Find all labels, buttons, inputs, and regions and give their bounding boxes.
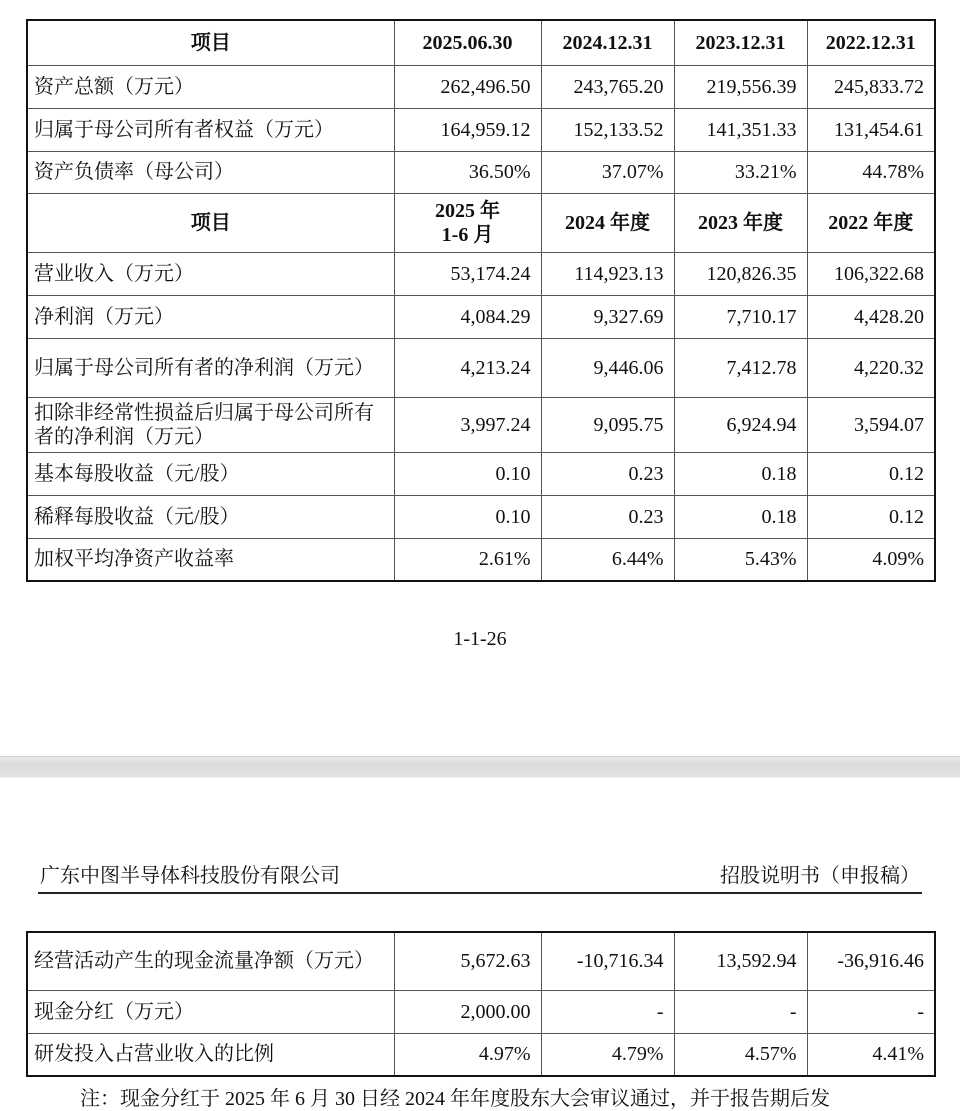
table-row — [27, 1033, 935, 1076]
cell-value: 37.07% — [541, 151, 674, 193]
cell-value: 0.12 — [807, 452, 935, 495]
column-header: 项目 — [27, 193, 394, 252]
cell-value: - — [674, 990, 807, 1033]
cell-value: 36.50% — [394, 151, 541, 193]
row-label: 营业收入（万元） — [27, 252, 394, 295]
table-row — [27, 397, 935, 452]
cell-value: 4,084.29 — [394, 295, 541, 338]
financial-table-balance — [26, 19, 936, 582]
document-page-2 — [0, 778, 960, 1110]
table-row — [27, 495, 935, 538]
cell-value: 9,327.69 — [541, 295, 674, 338]
table-row — [27, 990, 935, 1033]
cell-value: 7,710.17 — [674, 295, 807, 338]
cell-value: 53,174.24 — [394, 252, 541, 295]
cell-value: 7,412.78 — [674, 338, 807, 397]
column-header: 项目 — [27, 20, 394, 65]
cell-value: 4,220.32 — [807, 338, 935, 397]
cell-value: 44.78% — [807, 151, 935, 193]
financial-table-continued — [26, 931, 936, 1077]
cell-value: - — [541, 990, 674, 1033]
cell-value: 4.97% — [394, 1033, 541, 1076]
column-header-period — [394, 193, 541, 252]
column-header: 2024 年度 — [541, 193, 674, 252]
table-row — [27, 338, 935, 397]
cell-value: 9,446.06 — [541, 338, 674, 397]
table-footnote: 注：现金分红于 2025 年 6 月 30 日经 2024 年年度股东大会审议通过，并于报告期后发 — [80, 1088, 830, 1110]
cell-value: 219,556.39 — [674, 65, 807, 108]
table-row — [27, 108, 935, 151]
table-row — [27, 452, 935, 495]
table-row — [27, 295, 935, 338]
column-header: 2022.12.31 — [807, 20, 935, 65]
cell-value: 0.12 — [807, 495, 935, 538]
cell-value: 4.57% — [674, 1033, 807, 1076]
cell-value: 3,997.24 — [394, 397, 541, 452]
cell-value: 0.18 — [674, 495, 807, 538]
table-row — [27, 932, 935, 990]
running-header — [38, 862, 922, 894]
header-line: 2025 年 — [435, 199, 500, 222]
column-header: 2024.12.31 — [541, 20, 674, 65]
table-row — [27, 151, 935, 193]
cell-value: 0.18 — [674, 452, 807, 495]
row-label: 经营活动产生的现金流量净额（万元） — [27, 932, 394, 990]
page-number: 1-1-26 — [453, 628, 507, 650]
cell-value: 106,322.68 — [807, 252, 935, 295]
cell-value: 0.10 — [394, 452, 541, 495]
row-label: 基本每股收益（元/股） — [27, 452, 394, 495]
page-separator — [0, 756, 960, 778]
cell-value: 243,765.20 — [541, 65, 674, 108]
row-label: 资产负债率（母公司） — [27, 151, 394, 193]
row-label: 稀释每股收益（元/股） — [27, 495, 394, 538]
row-label: 研发投入占营业收入的比例 — [27, 1033, 394, 1076]
table-row — [27, 65, 935, 108]
cell-value: 6,924.94 — [674, 397, 807, 452]
cell-value: 4.09% — [807, 538, 935, 581]
row-label: 现金分红（万元） — [27, 990, 394, 1033]
cell-value: 2.61% — [394, 538, 541, 581]
cell-value: 152,133.52 — [541, 108, 674, 151]
cell-value: 141,351.33 — [674, 108, 807, 151]
cell-value: 0.23 — [541, 452, 674, 495]
cell-value: -36,916.46 — [807, 932, 935, 990]
column-header: 2022 年度 — [807, 193, 935, 252]
row-label: 归属于母公司所有者权益（万元） — [27, 108, 394, 151]
cell-value: -10,716.34 — [541, 932, 674, 990]
document-type: 招股说明书（申报稿） — [720, 865, 920, 887]
row-label: 净利润（万元） — [27, 295, 394, 338]
cell-value: 164,959.12 — [394, 108, 541, 151]
table-row — [27, 252, 935, 295]
cell-value: 245,833.72 — [807, 65, 935, 108]
cell-value: 33.21% — [674, 151, 807, 193]
cell-value: 2,000.00 — [394, 990, 541, 1033]
cell-value: - — [807, 990, 935, 1033]
cell-value: 5.43% — [674, 538, 807, 581]
header-line: 1-6 月 — [441, 223, 494, 246]
company-name: 广东中图半导体科技股份有限公司 — [40, 865, 340, 887]
cell-value: 4,213.24 — [394, 338, 541, 397]
column-header: 2025.06.30 — [394, 20, 541, 65]
cell-value: 3,594.07 — [807, 397, 935, 452]
row-label: 归属于母公司所有者的净利润（万元） — [27, 338, 394, 397]
row-label: 扣除非经常性损益后归属于母公司所有者的净利润（万元） — [27, 397, 394, 452]
cell-value: 13,592.94 — [674, 932, 807, 990]
column-header: 2023.12.31 — [674, 20, 807, 65]
cell-value: 9,095.75 — [541, 397, 674, 452]
cell-value: 0.10 — [394, 495, 541, 538]
column-header: 2023 年度 — [674, 193, 807, 252]
cell-value: 114,923.13 — [541, 252, 674, 295]
cell-value: 4.41% — [807, 1033, 935, 1076]
table-header-row — [27, 193, 935, 252]
row-label: 加权平均净资产收益率 — [27, 538, 394, 581]
cell-value: 6.44% — [541, 538, 674, 581]
row-label: 资产总额（万元） — [27, 65, 394, 108]
cell-value: 262,496.50 — [394, 65, 541, 108]
cell-value: 131,454.61 — [807, 108, 935, 151]
cell-value: 4,428.20 — [807, 295, 935, 338]
cell-value: 5,672.63 — [394, 932, 541, 990]
table-row — [27, 538, 935, 581]
table-header-row — [27, 20, 935, 65]
cell-value: 4.79% — [541, 1033, 674, 1076]
cell-value: 0.23 — [541, 495, 674, 538]
cell-value: 120,826.35 — [674, 252, 807, 295]
